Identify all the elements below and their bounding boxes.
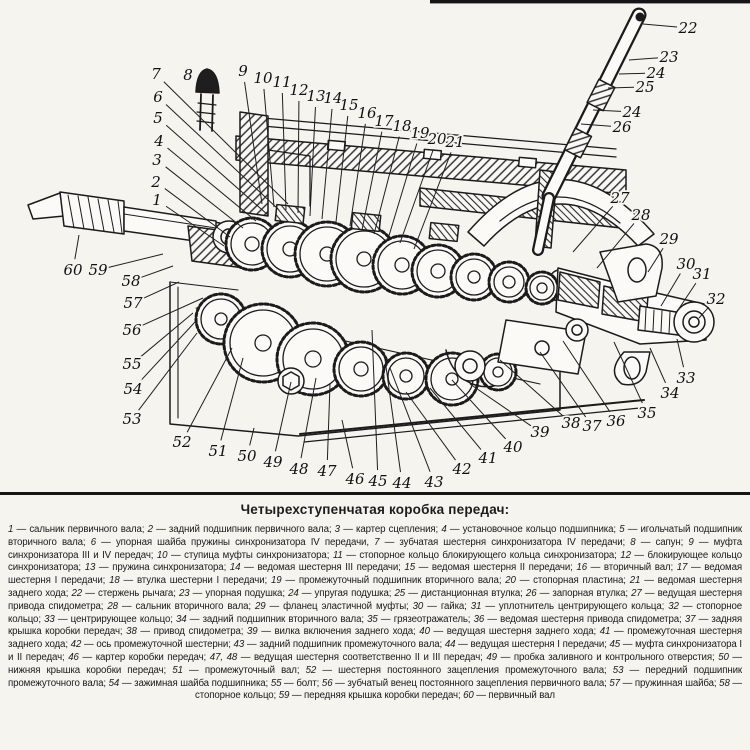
top-border-line [430,0,750,3]
legend-item [126,626,247,637]
legend-item-description: — упругая подушка; [298,587,395,599]
legend-item-description: — муфта синхронизатора III и IV передач; [8,536,742,561]
leader-line [563,341,610,412]
legend-item [335,524,442,535]
legend-item-number: 58 [719,677,730,689]
legend-item [234,639,445,650]
legend-item [91,537,374,548]
legend-item [176,614,367,625]
legend-item-description: — задний подшипник первичного вала; [152,524,335,535]
legend-item-number: 6 [90,536,96,548]
legend-item [306,665,613,676]
legend-item-number: 25 [394,587,406,599]
callout-number: 52 [172,433,192,451]
legend-item [404,562,576,573]
callout-number: 17 [374,112,394,130]
legend-item-number: 59 [278,690,290,702]
callout-number: 44 [392,474,412,492]
legend-item [179,588,288,599]
callout-number: 33 [676,369,696,387]
legend-item-number: 17 [676,562,688,574]
legend-item [71,639,234,650]
legend-item-number: 44 [444,639,456,651]
input-shaft [28,192,216,244]
callout-number: 30 [676,255,696,273]
legend-item [576,562,676,573]
callout-number: 50 [237,447,257,465]
legend-item-number: 18 [109,575,120,587]
callout-number: 24 [646,64,666,82]
legend-item-number: 9 [688,536,694,548]
legend-item [44,614,176,625]
legend-item-number: 46 [68,651,79,663]
legend-item-description: — центрирующее кольцо; [54,613,177,625]
callout-number: 20 [427,130,447,148]
legend-item [419,626,599,637]
legend-item [230,562,405,573]
leader-line [643,24,677,27]
callout-number: 12 [289,81,309,99]
parts-legend [8,524,742,703]
legend-item-description: — зубчатый венец постоянного зацепления первичного вала; [332,677,610,689]
legend-item [172,665,305,676]
legend-item-number: 23 [178,587,190,599]
legend-item-number: 7 [374,536,380,548]
legend-item [109,575,271,586]
countershaft-gears [196,294,540,405]
leader-line [350,124,365,226]
legend-item [210,652,487,663]
callout-number: 1 [152,191,162,209]
legend-item-description: — передний подшипник промежуточного вала; [8,664,742,689]
legend-item-description: — сальник вторичного вала; [117,600,255,612]
legend-item-number: 47, 48 [209,651,238,663]
legend-item-number: 54 [108,677,120,689]
legend-item-description: — задний подшипник вторичного вала; [186,613,368,625]
callout-number: 9 [238,62,248,80]
legend-item-description: — стопорная пластина; [515,575,630,587]
legend-item [271,575,505,586]
legend-item [271,678,322,689]
legend-item-description: — картер сцепления; [339,524,442,535]
callout-number: 31 [692,265,712,283]
callout-number: 57 [123,294,143,312]
legend-item-number: 11 [332,549,343,561]
legend-item-description: — пробка заливного и контрольного отверстия; [496,651,719,663]
legend-item-description: — ведомая шестерня заднего хода; [8,575,743,599]
legend-item-number: 19 [271,575,282,587]
leader-line [275,382,291,451]
legend-item-description: — ведомая шестерня III передачи; [240,562,405,574]
callout-number: 60 [63,261,83,279]
legend-item-number: 33 [44,613,55,625]
callout-number: 29 [659,230,679,248]
callout-number: 34 [660,384,680,402]
callout-number: 54 [123,380,143,398]
leader-line [619,73,645,74]
legend-item [367,614,473,625]
callout-number: 38 [561,414,581,432]
callout-number: 59 [88,261,108,279]
callout-number: 6 [153,88,163,106]
legend-item-number: 37 [684,613,696,625]
callout-number: 42 [452,460,472,478]
callout-number: 46 [345,470,365,488]
legend-item-description: — ведущая шестерня соответственно II и III передач; [237,651,487,663]
leader-line [342,420,353,468]
legend-item [630,537,688,548]
drain-plug [278,368,304,394]
legend-item-description: — игольчатый подшипник вторичного вала; [8,524,742,548]
legend-item-number: 16 [576,562,587,574]
callout-number: 37 [582,417,602,435]
legend-item-description: — ведомая шестерня привода спидометра; [484,613,685,625]
leader-line [608,87,634,88]
legend-item-number: 35 [367,613,378,625]
leader-line [187,348,232,432]
legend-item-number: 34 [176,613,187,625]
legend-item-description: — уплотнитель центрирующего кольца; [481,600,669,612]
callout-number: 18 [392,117,412,135]
legend-item-description: — ось промежуточной шестерни; [81,639,234,651]
callout-number: 51 [208,442,228,460]
legend-item [322,678,609,689]
leader-line [629,58,658,60]
legend-item-number: 30 [412,600,424,612]
legend-item [85,562,230,573]
legend-item-number: 51 [172,664,183,676]
legend-item-number: 50 [718,651,729,663]
legend-item-number: 43 [233,639,245,651]
callout-number: 22 [678,19,698,37]
legend-item [474,614,685,625]
legend-item-description: — нижняя крышка коробки передач; [8,651,743,676]
legend-item-description: — ведущая шестерня I передачи; [455,639,610,651]
legend-item [247,626,419,637]
legend-item-number: 22 [71,587,83,599]
legend-item [68,652,210,663]
bolt-head [519,157,537,167]
legend-item-number: 39 [247,626,258,638]
leader-line [298,101,299,213]
callout-number: 48 [289,460,309,478]
callout-number: 35 [637,404,657,422]
legend-item-number: 10 [156,549,168,561]
legend-item-description: — стержень рычага; [82,587,179,599]
legend-item-number: 41 [599,626,611,638]
legend-item-description: — промежуточная шестерня заднего хода; [8,626,743,651]
legend-item-description: — стопорное кольцо блокирующего кольца синхронизатора; [342,549,621,561]
leader-line [250,428,254,445]
legend-item-number: 29 [254,600,266,612]
callout-number: 2 [151,173,161,191]
callout-number: 16 [357,104,377,122]
callout-number: 25 [635,78,655,96]
legend-item-description: — стопорное кольцо; [8,600,742,625]
legend-item-description: — упорная шайба пружины синхронизатора IV передачи, [95,536,375,548]
leader-line [143,282,179,298]
legend-item [395,588,526,599]
legend-item-number: 53 [612,664,624,676]
legend-item-description: — привод спидометра; [136,626,248,638]
callout-number: 14 [323,89,343,107]
callout-number: 27 [610,189,630,207]
legend-item-number: 12 [620,549,631,561]
legend-item [441,524,619,535]
callout-number: 58 [121,272,141,290]
callout-number: 41 [478,449,498,467]
lever-tip [636,13,645,22]
legend-item-number: 27 [631,587,642,599]
gear [334,342,388,396]
leader-line [139,333,197,410]
legend-item [413,601,471,612]
legend-item [609,678,719,689]
legend-item-number: 13 [84,562,96,574]
legend-item-description: — сальник первичного вала; [13,524,148,535]
legend-item-number: 32 [668,600,679,612]
legend-item-description: — запорная втулка; [536,587,632,599]
callout-number: 3 [152,151,162,169]
legend-item-description: — гайка; [423,600,471,612]
figure-caption-divider [0,492,750,495]
legend-item-number: 5 [619,524,625,535]
legend-item-description: — передняя крышка коробки передач; [289,690,464,702]
legend-item [109,678,271,689]
legend-item-description: — фланец эластичной муфты; [265,600,413,612]
legend-item [72,588,179,599]
legend-item-description: — вторичный вал; [586,562,677,574]
legend-item-description: — шестерня постоянного зацепления промежуточного вала; [316,664,613,676]
legend-item-number: 24 [288,587,299,599]
callout-number: 4 [154,132,164,150]
legend-item-description: — ведомая шестерня I передачи; [8,562,742,587]
legend-item-description: — ведущая шестерня заднего хода; [429,626,600,638]
legend-item-number: 56 [321,677,333,689]
bolt-head [328,140,346,150]
legend-item-number: 31 [470,600,482,612]
legend-item-number: 40 [419,626,430,638]
legend-item-description: — болт; [281,677,322,689]
legend-item-number: 20 [505,575,516,587]
leader-line [109,254,163,267]
callout-number: 8 [183,66,193,84]
legend-item-description: — муфта синхронизатора I и II передач; [8,639,743,663]
legend-item-number: 36 [473,613,485,625]
legend-item [148,524,335,535]
legend-item [333,550,620,561]
legend-item [445,639,610,650]
legend-item-description: — ведущая шестерня привода спидометра; [8,587,742,612]
leader-line [141,266,173,277]
legend-item-description: — грязеотражатель; [377,613,474,625]
legend-item [526,588,631,599]
legend-item-number: 2 [147,524,153,535]
legend-item-description: — пружина синхронизатора; [95,562,230,574]
legend-item-description: — картер коробки передач; [78,651,210,663]
callout-number: 21 [445,133,465,151]
legend-item-description: — установочное кольцо подшипника; [446,524,620,535]
legend-item-number: 49 [486,651,497,663]
legend-item [279,690,463,701]
leader-line [327,384,330,460]
legend-item-description: — дистанционная втулка; [405,587,526,599]
legend-item-number: 4 [441,524,447,535]
callout-number: 11 [272,73,292,91]
legend-item [486,652,718,663]
legend-item [107,601,255,612]
gearbox-drawing [28,13,714,443]
callout-number: 15 [339,96,359,114]
callout-number: 13 [306,87,326,105]
legend-item-number: 42 [70,639,82,651]
gear [526,272,558,304]
leader-line [140,313,193,357]
legend-item-description: — задняя крышка коробки передач; [8,613,742,638]
callout-number: 19 [410,124,430,142]
legend-item-number: 55 [270,677,282,689]
legend-item-description: — задний подшипник промежуточного вала; [244,639,445,651]
legend-item-number: 38 [126,626,137,638]
legend-item-number: 52 [305,664,317,676]
speedometer-drive [566,319,588,341]
legend-item [374,537,630,548]
legend-item-description: — промежуточный вал; [182,664,306,676]
legend-item-number: 1 [8,524,14,535]
legend-item-description: — ведомая шестерня II передачи; [414,562,577,574]
leader-line [677,339,684,367]
legend-item-description: — стопорное кольцо; [195,677,742,702]
callout-number: 26 [612,118,632,136]
legend-item-description: — зубчатая шестерня синхронизатора IV передачи; [379,536,631,548]
legend-item-number: 60 [463,690,474,702]
leader-line [142,298,203,325]
callout-number: 36 [606,412,626,430]
legend-item-number: 45 [609,639,621,651]
legend-item [471,601,668,612]
legend-item-number: 8 [630,536,636,548]
mainshaft-gears [226,218,558,304]
callout-number: 45 [368,472,388,490]
legend-item [157,550,333,561]
legend-item-description: — втулка шестерни I передачи; [119,575,271,587]
legend-item [288,588,394,599]
legend-item-description: — сапун; [635,536,689,548]
gear [489,262,529,302]
legend-item-number: 15 [404,562,415,574]
callout-number: 56 [122,321,142,339]
legend-item-description: — зажимная шайба подшипника; [119,677,271,689]
callout-number: 49 [263,453,283,471]
legend-item-description: — первичный вал [473,690,555,702]
callout-number: 43 [424,473,444,491]
legend-item-number: 57 [609,677,620,689]
legend-item [463,690,555,701]
legend-item-number: 28 [107,600,118,612]
legend-item-number: 26 [525,587,537,599]
legend-item-number: 3 [334,524,340,535]
legend-item [255,601,413,612]
legend-item [505,575,630,586]
leader-line [650,348,666,383]
legend-item-number: 14 [229,562,241,574]
callout-number: 10 [253,69,273,87]
callout-number: 40 [503,438,523,456]
callout-number: 55 [122,355,142,373]
breather-cap [196,69,219,131]
legend-item-description: — пружинная шайба; [619,677,720,689]
legend-item-description: — блокирующее кольцо синхронизатора; [8,549,743,574]
callout-number: 32 [706,290,726,308]
legend-item-description: — ступица муфты синхронизатора; [167,549,333,561]
legend-item-description: — вилка включения заднего хода; [257,626,420,638]
callout-number: 28 [631,206,651,224]
callout-number: 53 [122,410,142,428]
callout-number: 24 [622,103,642,121]
callout-number: 47 [317,462,337,480]
legend-item [8,524,148,535]
callout-number: 7 [151,65,161,83]
callout-number: 5 [153,109,163,127]
leader-line [221,358,243,440]
figure-title: Четырехступенчатая коробка передач: [240,502,510,517]
callout-number: 23 [659,48,679,66]
leader-line [75,235,79,259]
legend-item-description: — упорная подушка; [189,587,289,599]
legend-item-number: 21 [629,575,641,587]
callout-number: 39 [530,423,550,441]
legend-item-description: — промежуточный подшипник вторичного вала; [281,575,506,587]
